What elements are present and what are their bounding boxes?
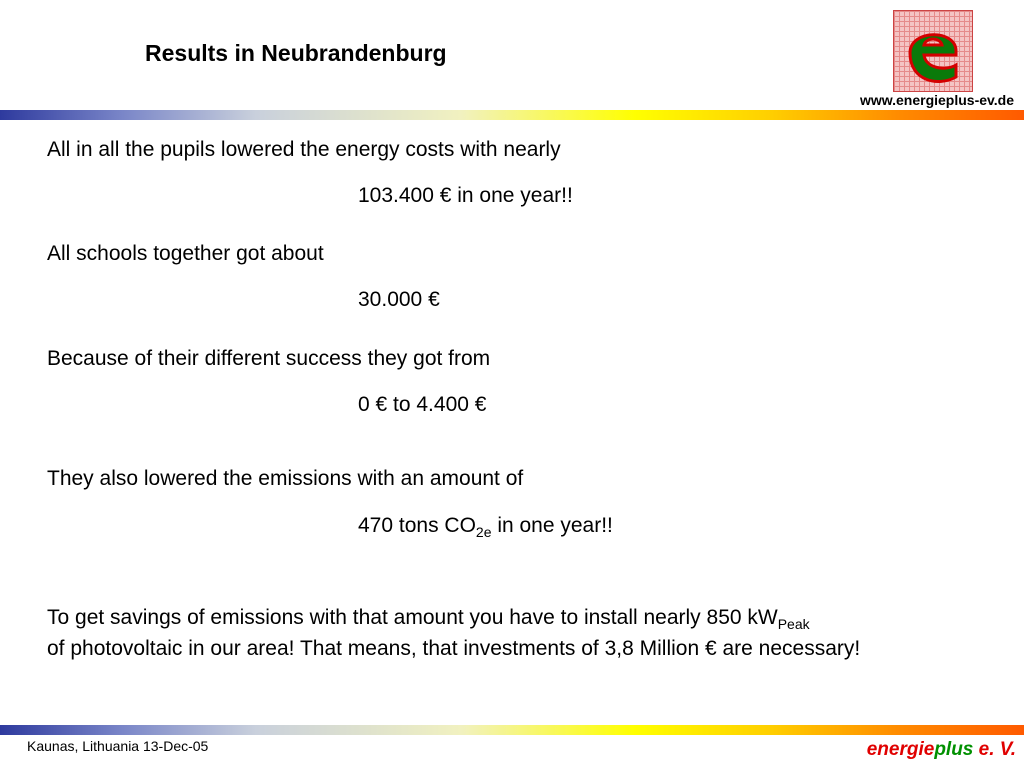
photovoltaic-paragraph bbox=[47, 602, 977, 664]
brand-ev: e. V. bbox=[973, 739, 1016, 760]
page-title: Results in Neubrandenburg bbox=[145, 40, 447, 66]
footer-brand bbox=[867, 739, 1016, 761]
emissions-subscript: 2e bbox=[475, 524, 492, 540]
logo-e-icon bbox=[894, 11, 972, 91]
emissions-prefix: 470 tons CO bbox=[358, 514, 476, 537]
para-part1: To get savings of emissions with that amount you have to install nearly 850 kW bbox=[47, 606, 778, 629]
statement-emissions: They also lowered the emissions with an amount of bbox=[47, 467, 524, 490]
brand-energie: energie bbox=[866, 739, 935, 760]
value-emissions bbox=[358, 511, 613, 541]
para-part2: of photovoltaic in our area! That means, that investments of 3,8 Million € are necessary! bbox=[47, 637, 861, 660]
value-energy-costs: 103.400 € in one year!! bbox=[358, 184, 573, 207]
statement-energy-costs: All in all the pupils lowered the energy costs with nearly bbox=[47, 138, 561, 161]
top-gradient-band bbox=[0, 110, 1024, 120]
para-subscript: Peak bbox=[777, 616, 810, 632]
brand-plus: plus bbox=[934, 739, 974, 760]
value-schools-total: 30.000 € bbox=[358, 288, 440, 311]
value-success-range: 0 € to 4.400 € bbox=[358, 393, 487, 416]
energieplus-logo bbox=[893, 10, 973, 92]
website-url[interactable]: www.energieplus-ev.de bbox=[859, 92, 1014, 108]
statement-schools-total: All schools together got about bbox=[47, 242, 324, 265]
statement-success-range: Because of their different success they got from bbox=[47, 347, 491, 370]
emissions-suffix: in one year!! bbox=[491, 514, 613, 537]
bottom-gradient-band bbox=[0, 725, 1024, 735]
footer-location-date: Kaunas, Lithuania 13-Dec-05 bbox=[27, 738, 209, 754]
